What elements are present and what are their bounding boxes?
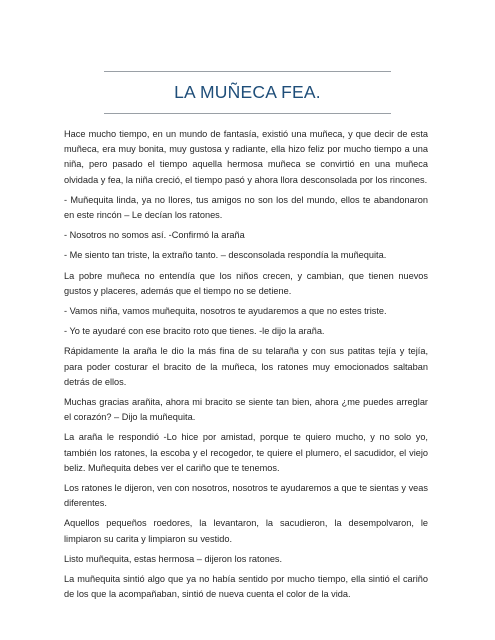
document-title: LA MUÑECA FEA.: [174, 82, 321, 102]
paragraph: - Nosotros no somos así. -Confirmó la araña: [64, 230, 245, 241]
paragraph: Hace mucho tiempo, en un mundo de fantasía, existió una muñeca, y que decir de esta muñeca, era muy bonita, muy gustosa y radiante, ella hizo feliz por mucho tiempo a una niña, pero pasado el tiempo aquella hermosa muñeca se convirtió en una muñeca olvidada y fea, la niña creció, el tiempo pasó y ahora llora desconsolada por los rincones.: [64, 129, 428, 185]
story-body: [64, 127, 428, 607]
title-top-rule: [104, 71, 391, 72]
paragraph: - Muñequita linda, ya no llores, tus amigos no son los del mundo, ellos te abandonaron en este rincón – Le decían los ratones.: [64, 194, 428, 221]
paragraph: Listo muñequita, estas hermosa – dijeron los ratones.: [64, 553, 283, 564]
paragraph: Aquellos pequeños roedores, la levantaron, la sacudieron, la desempolvaron, le limpiaron su carita y limpiaron su vestido.: [64, 518, 428, 544]
paragraph: Rápidamente la araña le dio la más fina de su telaraña y con sus patitas tejía y tejía, para poder costurar el bracito de la muñeca, los ratones muy emocionados saltaban detrás de ellos.: [64, 346, 428, 387]
paragraph: - Vamos niña, vamos muñequita, nosotros te ayudaremos a que no estes triste.: [64, 306, 387, 317]
paragraph: - Yo te ayudaré con ese bracito roto que tienes. -le dijo la araña.: [64, 326, 325, 337]
paragraph: La pobre muñeca no entendía que los niños crecen, y cambian, que tienen nuevos gustos y placeres, además que el tiempo no se detiene.: [64, 270, 428, 296]
paragraph: La araña le respondió -Lo hice por amistad, porque te quiero mucho, y no solo yo, también los ratones, la escoba y el recogedor, te quiere el plumero, el sacudidor, el viejo beliz. Muñequita debes ver el cariño que te tenemos.: [64, 432, 428, 473]
paragraph: La muñequita sintió algo que ya no había sentido por mucho tiempo, ella sintió el cariño de los que la acompañaban, sintió de nueva cuenta el color de la vida.: [64, 574, 428, 600]
paragraph: - Me siento tan triste, la extraño tanto. – desconsolada respondía la muñequita.: [64, 250, 387, 261]
title-bottom-rule: [104, 113, 391, 114]
paragraph: Muchas gracias arañita, ahora mi bracito se siente tan bien, ahora ¿me puedes arreglar el corazón? – Dijo la muñequita.: [64, 397, 428, 423]
paragraph: Los ratones le dijeron, ven con nosotros, nosotros te ayudaremos a que te sientas y veas diferentes.: [64, 483, 428, 509]
